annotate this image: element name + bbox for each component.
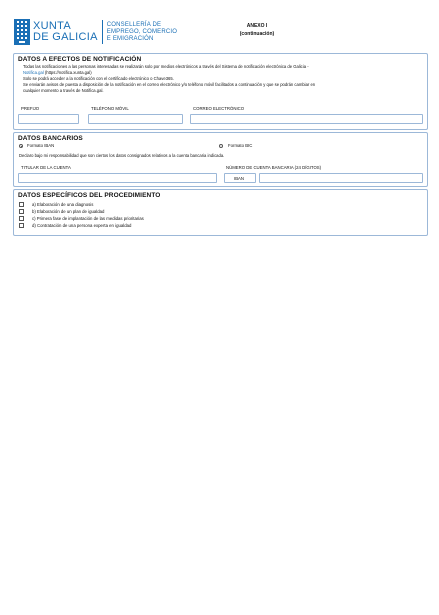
option-implementation-label: c) Primera fase de implantación de las medidas prioritarias [32,216,144,221]
bic-option-label: Formato BIC [228,143,253,148]
account-number-input[interactable] [259,173,423,183]
dept-line1: CONSELLERÍA DE [106,21,162,28]
notification-text-3: Solo se podrá acceder a la notificación con el certificado electrónico o Chave365. [23,76,174,81]
option-expert-checkbox[interactable] [19,223,24,228]
holder-label: TITULAR DE LA CUENTA [21,165,71,170]
notification-section [13,53,428,130]
option-implementation-checkbox[interactable] [19,216,24,221]
iban-prefix-label: IBAN [234,176,245,181]
iban-option-label: Formato IBAN [27,143,55,148]
galicia-emblem-icon [14,19,30,45]
bic-radio[interactable] [219,144,223,148]
notification-title: DATOS A EFECTOS DE NOTIFICACIÓN [18,56,142,63]
procedure-section [13,189,428,236]
brand-line2: DE GALICIA [33,31,98,43]
brand-text [33,21,98,43]
notifica-link[interactable]: Notifica.gal [23,70,44,75]
bank-title: DATOS BANCARIOS [18,135,83,142]
xunta-logo [14,19,177,45]
procedure-title: DATOS ESPECÍFICOS DEL PROCEDIMIENTO [18,192,161,199]
iban-prefix-box [224,173,256,183]
annex-heading [222,22,292,38]
account-label: NÚMERO DE CUENTA BANCARIA (24 DÍGITOS) [226,165,322,170]
annex-title: ANEXO I [246,23,268,29]
notification-text-1: Todas las notificaciones a las personas interesadas se realizarán solo por medios electrónicos a través del Sistema de notificación electrónica de Galicia - [23,64,309,69]
dept-line3: E EMIGRACIÓN [106,35,154,42]
dept-line2: EMPREGO, COMERCIO [106,28,178,35]
brand-line1: XUNTA [33,20,71,32]
mobile-label: TELÉFONO MÓVIL [91,106,129,111]
annex-subtitle: (continuación) [239,31,275,37]
option-diagnosis-label: a) Elaboración de una diagnosis [32,202,94,207]
notification-text-5: cualquier momento a través de Notifica.gal. [23,88,104,93]
email-input[interactable] [190,114,423,124]
iban-radio[interactable] [19,144,23,148]
prefix-label: PREFIJO [21,106,40,111]
option-plan-checkbox[interactable] [19,209,24,214]
department-text [107,22,177,43]
bank-declaration: Declaro bajo mi responsabilidad que son ciertos los datos consignados relativos a la cuenta bancaria indicada. [19,153,225,158]
email-label: CORREO ELECTRÓNICO [193,106,245,111]
option-plan-label: b) Elaboración de un plan de igualdad [32,209,105,214]
notifica-url: (https://notifica.xunta.gal) [43,70,92,75]
page-header [14,19,434,49]
mobile-input[interactable] [88,114,183,124]
logo-divider [102,20,103,44]
option-expert-label: d) Contratación de una persona experta en igualdad [32,223,132,228]
option-diagnosis-checkbox[interactable] [19,202,24,207]
bank-section [13,132,428,187]
notification-text-4: Se enviarán avisos de puesta a disposición de la notificación en el correo electrónico y/o teléfono móvil facilitados a continuación y que se podrán cambiar en [23,82,316,87]
prefix-input[interactable] [18,114,79,124]
holder-input[interactable] [18,173,217,183]
